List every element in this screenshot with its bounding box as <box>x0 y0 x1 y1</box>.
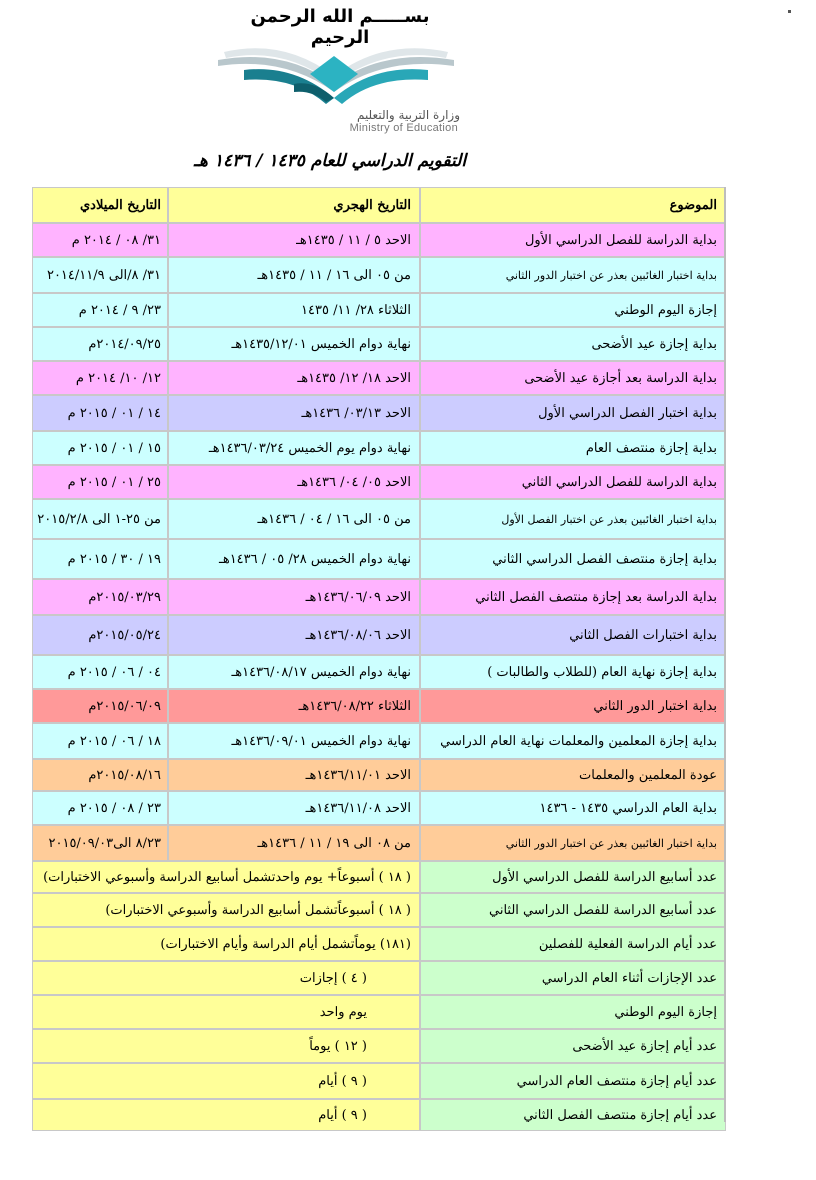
cell-topic: بداية إجازة نهاية العام (للطلاب والطالبات ) <box>420 655 726 689</box>
table-row <box>32 689 726 723</box>
cell-hijri-date: الاحد ١٤٣٦/١١/٠١هـ <box>168 759 420 791</box>
cell-gregorian-date: من ٢٥-١ الى ٢٠١٥/٢/٨ <box>32 499 168 539</box>
cell-hijri-date: نهاية دوام الخميس ١٤٣٦/٠٨/١٧هـ <box>168 655 420 689</box>
summary-value: يوم واحد <box>32 995 420 1029</box>
document-header <box>0 0 816 185</box>
cell-hijri-date: نهاية دوام يوم الخميس ١٤٣٦/٠٣/٢٤هـ <box>168 431 420 465</box>
cell-topic: عودة المعلمين والمعلمات <box>420 759 726 791</box>
summary-row <box>32 1029 726 1063</box>
cell-hijri-date: الثلاثاء ١٤٣٦/٠٨/٢٢هـ <box>168 689 420 723</box>
summary-row <box>32 893 726 927</box>
cell-hijri-date: الاحد ١٤٣٦/٠٦/٠٩هـ <box>168 579 420 615</box>
cell-topic: بداية اختبار الغائبين بعذر عن اختبار الفصل الأول <box>420 499 726 539</box>
cell-hijri-date: نهاية دوام الخميس ١٤٣٥/١٢/٠١هـ <box>168 327 420 361</box>
cell-gregorian-date: ٨/٢٣ الى٢٠١٥/٠٩/٠٣ <box>32 825 168 861</box>
table-row <box>32 293 726 327</box>
table-row <box>32 465 726 499</box>
cell-topic: بداية العام الدراسي ١٤٣٥ - ١٤٣٦ <box>420 791 726 825</box>
table-row <box>32 655 726 689</box>
cell-topic: بداية اختبار الغائبين بعذر عن اختبار الدور الثاني <box>420 825 726 861</box>
ministry-name-arabic: وزارة التربية والتعليم <box>356 108 460 122</box>
summary-row <box>32 861 726 893</box>
table-row <box>32 615 726 655</box>
summary-topic: عدد أسابيع الدراسة للفصل الدراسي الثاني <box>420 893 726 927</box>
ministry-logo-icon <box>214 34 458 108</box>
summary-topic: إجازة اليوم الوطني <box>420 995 726 1029</box>
summary-topic: عدد أيام الدراسة الفعلية للفصلين <box>420 927 726 961</box>
table-row <box>32 327 726 361</box>
summary-row <box>32 1063 726 1099</box>
table-header-row <box>32 187 726 223</box>
summary-value: ( ٤ ) إجازات <box>32 961 420 995</box>
summary-value: ( ٩ ) أيام <box>32 1099 420 1131</box>
summary-row <box>32 961 726 995</box>
cell-gregorian-date: ٢٣ / ٠٨ / ٢٠١٥ م <box>32 791 168 825</box>
basmala: بســـــم الله الرحمن الرحيم <box>250 6 430 48</box>
table-row <box>32 791 726 825</box>
page-title: التقويم الدراسي للعام ١٤٣٥ / ١٤٣٦ هـ <box>193 151 467 171</box>
summary-value: ( ١٢ ) يوماً <box>32 1029 420 1063</box>
cell-topic: بداية اختبار الغائبين بعذر عن اختبار الدور الثاني <box>420 257 726 293</box>
cell-topic: بداية اختبار الدور الثاني <box>420 689 726 723</box>
cell-hijri-date: من ٠٥ الى ١٦ / ١١ / ١٤٣٥هـ <box>168 257 420 293</box>
calendar-table <box>32 187 726 1131</box>
cell-gregorian-date: ١٨ / ٠٦ / ٢٠١٥ م <box>32 723 168 759</box>
summary-topic: عدد الإجازات أثناء العام الدراسي <box>420 961 726 995</box>
cell-hijri-date: نهاية دوام الخميس ١٤٣٦/٠٩/٠١هـ <box>168 723 420 759</box>
cell-gregorian-date: ٢٣/ ٩ / ٢٠١٤ م <box>32 293 168 327</box>
summary-value: (١٨١) يوماًتشمل أيام الدراسة وأيام الاختبارات) <box>32 927 420 961</box>
cell-hijri-date: الاحد ١٤٣٦/٠٨/٠٦هـ <box>168 615 420 655</box>
header-topic: الموضوع <box>420 187 726 223</box>
cell-hijri-date: الاحد ٠٥/ ٠٤/ ١٤٣٦هـ <box>168 465 420 499</box>
cell-gregorian-date: ٣١/ ٠٨ / ٢٠١٤ م <box>32 223 168 257</box>
table-row <box>32 361 726 395</box>
cell-topic: بداية اختبارات الفصل الثاني <box>420 615 726 655</box>
cell-hijri-date: الاحد ١٨/ ١٢/ ١٤٣٥هـ <box>168 361 420 395</box>
cell-gregorian-date: ٢٠١٥/٠٨/١٦م <box>32 759 168 791</box>
cell-hijri-date: من ٠٨ الى ١٩ / ١١ / ١٤٣٦هـ <box>168 825 420 861</box>
table-right-border <box>724 187 726 1122</box>
cell-gregorian-date: ٢٠١٥/٠٦/٠٩م <box>32 689 168 723</box>
cell-gregorian-date: ٢٠١٥/٠٣/٢٩م <box>32 579 168 615</box>
summary-value: ( ١٨ ) أسبوعاًتشمل أسابيع الدراسة وأسبوعي الاختبارات) <box>32 893 420 927</box>
summary-row <box>32 1099 726 1131</box>
cell-topic: بداية اختبار الفصل الدراسي الأول <box>420 395 726 431</box>
summary-value: ( ١٨ ) أسبوعاً+ يوم واحدتشمل أسابيع الدراسة وأسبوعي الاختبارات) <box>32 861 420 893</box>
cell-gregorian-date: ٢٥ / ٠١ / ٢٠١٥ م <box>32 465 168 499</box>
cell-gregorian-date: ١٢/ ١٠/ ٢٠١٤ م <box>32 361 168 395</box>
table-row <box>32 257 726 293</box>
cell-topic: بداية الدراسة بعد إجازة منتصف الفصل الثاني <box>420 579 726 615</box>
summary-row <box>32 995 726 1029</box>
summary-topic: عدد أسابيع الدراسة للفصل الدراسي الأول <box>420 861 726 893</box>
table-row <box>32 223 726 257</box>
table-row <box>32 395 726 431</box>
summary-topic: عدد أيام إجازة عيد الأضحى <box>420 1029 726 1063</box>
summary-value: ( ٩ ) أيام <box>32 1063 420 1099</box>
cell-hijri-date: الاحد ٥ / ١١ / ١٤٣٥هـ <box>168 223 420 257</box>
cell-hijri-date: الثلاثاء ٢٨/ ١١/ ١٤٣٥ <box>168 293 420 327</box>
cell-gregorian-date: ٠٤ / ٠٦ / ٢٠١٥ م <box>32 655 168 689</box>
table-row <box>32 431 726 465</box>
table-row <box>32 539 726 579</box>
cell-gregorian-date: ١٥ / ٠١ / ٢٠١٥ م <box>32 431 168 465</box>
cell-hijri-date: الاحد ١٤٣٦/١١/٠٨هـ <box>168 791 420 825</box>
table-row <box>32 825 726 861</box>
cell-hijri-date: من ٠٥ الى ١٦ / ٠٤ / ١٤٣٦هـ <box>168 499 420 539</box>
ministry-name-english: Ministry of Education <box>349 122 458 134</box>
cell-hijri-date: نهاية دوام الخميس ٢٨/ ٠٥ / ١٤٣٦هـ <box>168 539 420 579</box>
cell-gregorian-date: ٢٠١٥/٠٥/٢٤م <box>32 615 168 655</box>
summary-topic: عدد أيام إجازة منتصف الفصل الثاني <box>420 1099 726 1131</box>
summary-row <box>32 927 726 961</box>
cell-topic: بداية إجازة عيد الأضحى <box>420 327 726 361</box>
cell-topic: بداية الدراسة للفصل الدراسي الأول <box>420 223 726 257</box>
table-row <box>32 759 726 791</box>
cell-gregorian-date: ١٤ / ٠١ / ٢٠١٥ م <box>32 395 168 431</box>
stray-dot <box>788 10 791 13</box>
cell-gregorian-date: ١٩ / ٣٠ / ٢٠١٥ م <box>32 539 168 579</box>
table-row <box>32 499 726 539</box>
cell-topic: بداية إجازة منتصف العام <box>420 431 726 465</box>
table-row <box>32 579 726 615</box>
cell-topic: بداية إجازة المعلمين والمعلمات نهاية العام الدراسي <box>420 723 726 759</box>
cell-topic: بداية إجازة منتصف الفصل الدراسي الثاني <box>420 539 726 579</box>
cell-topic: بداية الدراسة بعد أجازة عيد الأضحى <box>420 361 726 395</box>
cell-topic: بداية الدراسة للفصل الدراسي الثاني <box>420 465 726 499</box>
header-hijri-date: التاريخ الهجري <box>168 187 420 223</box>
summary-topic: عدد أيام إجازة منتصف العام الدراسي <box>420 1063 726 1099</box>
cell-topic: إجازة اليوم الوطني <box>420 293 726 327</box>
cell-hijri-date: الاحد ٠٣/١٣/ ١٤٣٦هـ <box>168 395 420 431</box>
header-gregorian-date: التاريخ الميلادي <box>32 187 168 223</box>
table-row <box>32 723 726 759</box>
cell-gregorian-date: ٢٠١٤/٠٩/٢٥م <box>32 327 168 361</box>
cell-gregorian-date: ٣١/ ٨/الى ٢٠١٤/١١/٩ <box>32 257 168 293</box>
